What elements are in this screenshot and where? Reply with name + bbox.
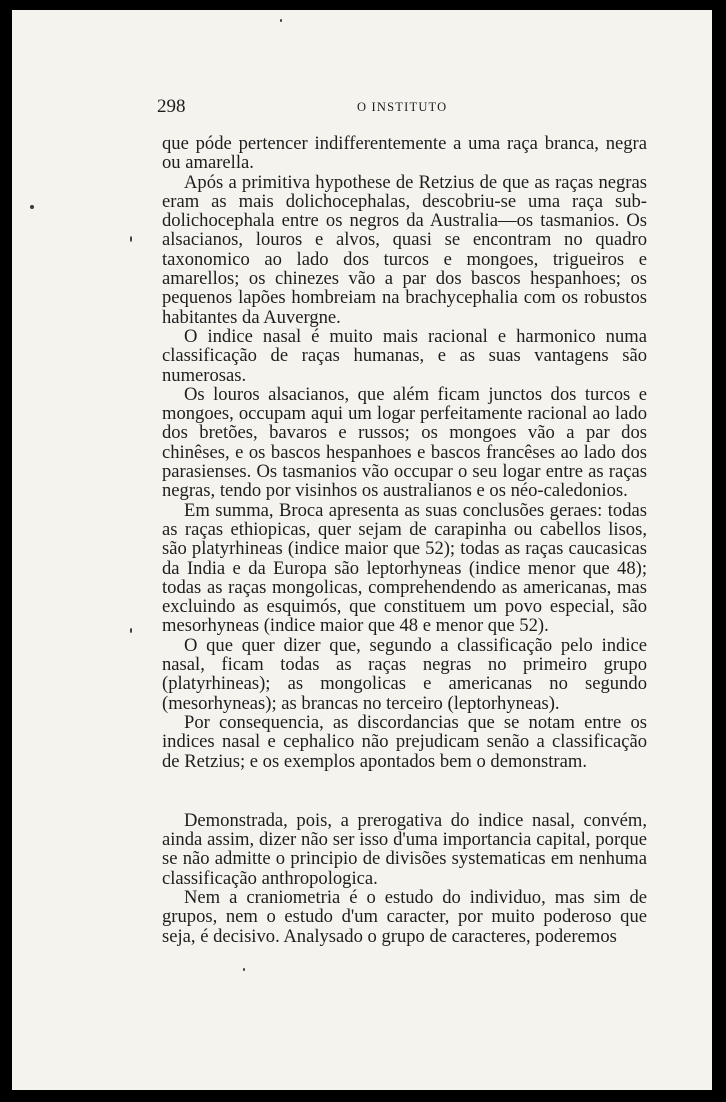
scan-speck — [130, 236, 132, 242]
running-head — [157, 96, 647, 118]
scan-speck — [130, 628, 132, 633]
journal-title: O INSTITUTO — [357, 100, 448, 114]
paragraph-nasal-index: O indice nasal é muito mais racional e harmonico numa classificação de raças humanas, e as suas vantagens são numerosas. — [162, 325, 647, 386]
scan-speck — [243, 968, 245, 971]
paragraph-retzius: Após a primitiva hypothese de Retzius de que as raças negras eram as mais dolichocephalas, descobriu-se uma raça sub-dolichocephala entre os negros da Australia—os tasmanios. Os alsacianos, louros e alvos, quasi se encontram no quadro taxonomico ao lado dos turcos e mongoes, trigueiros e amarellos; os chinezes vão a par dos bascos hespanhoes; os pequenos lapões hombreiam na brachycephalia com os robustos habitantes da Auvergne. — [162, 171, 647, 328]
paragraph-broca-conclusions: Em summa, Broca apresenta as suas conclusões geraes: todas as raças ethiopicas, quer sejam de carapinha ou cabellos lisos, são platyrhineas (indice maior que 52); todas as raças caucasicas da India e da Europa são leptorhyneas (indice menor que 48); todas as raças mongolicas, comprehendendo as americanas, mas excluindo as esquimós, que constituem um povo especial, são mesorhyneas (indice maior que 48 e menor que 52). — [162, 499, 647, 637]
paragraph-consequencia: Por consequencia, as discordancias que se notam entre os indices nasal e cephalico não prejudicam senão a classificação de Retzius; e os exemplos apontados bem o demonstram. — [162, 711, 647, 772]
body-text — [162, 134, 647, 946]
paragraph-alsacianos: Os louros alsacianos, que além ficam junctos dos turcos e mongoes, occupam aqui um logar perfeitamente racional ao lado dos bretões, bavaros e russos; os mongoes vão a par dos chinêses, e os bascos hespanhoes e bascos francêses ao lado dos parasienses. Os tasmanios vão occupar o seu logar entre as raças negras, tendo por visinhos os australianos e os néo-caledonios. — [162, 383, 647, 502]
scan-speck — [280, 19, 282, 22]
page-number: 298 — [157, 96, 186, 117]
paragraph-demonstrada: Demonstrada, pois, a prerogativa do indice nasal, convém, ainda assim, dizer não ser isso d'uma importancia capital, porque se não admitte o principio de divisões systematicas em nenhuma classificação anthropologica. — [162, 809, 647, 889]
scan-speck — [30, 205, 34, 209]
paragraph-continuation: que póde pertencer indifferentemente a uma raça branca, negra ou amarella. — [162, 133, 647, 174]
paragraph-groups: O que quer dizer que, segundo a classificação pelo indice nasal, ficam todas as raças negras no primeiro grupo (platyrhineas); as mongolicas e americanas no segundo (mesorhyneas); as brancas no terceiro (leptorhyneas). — [162, 634, 647, 714]
book-page — [12, 10, 712, 1090]
paragraph-craniometria: Nem a craniometria é o estudo do individuo, mas sim de grupos, nem o estudo d'um caracter, por muito poderoso que seja, é decisivo. Analysado o grupo de caracteres, poderemos — [162, 886, 647, 947]
